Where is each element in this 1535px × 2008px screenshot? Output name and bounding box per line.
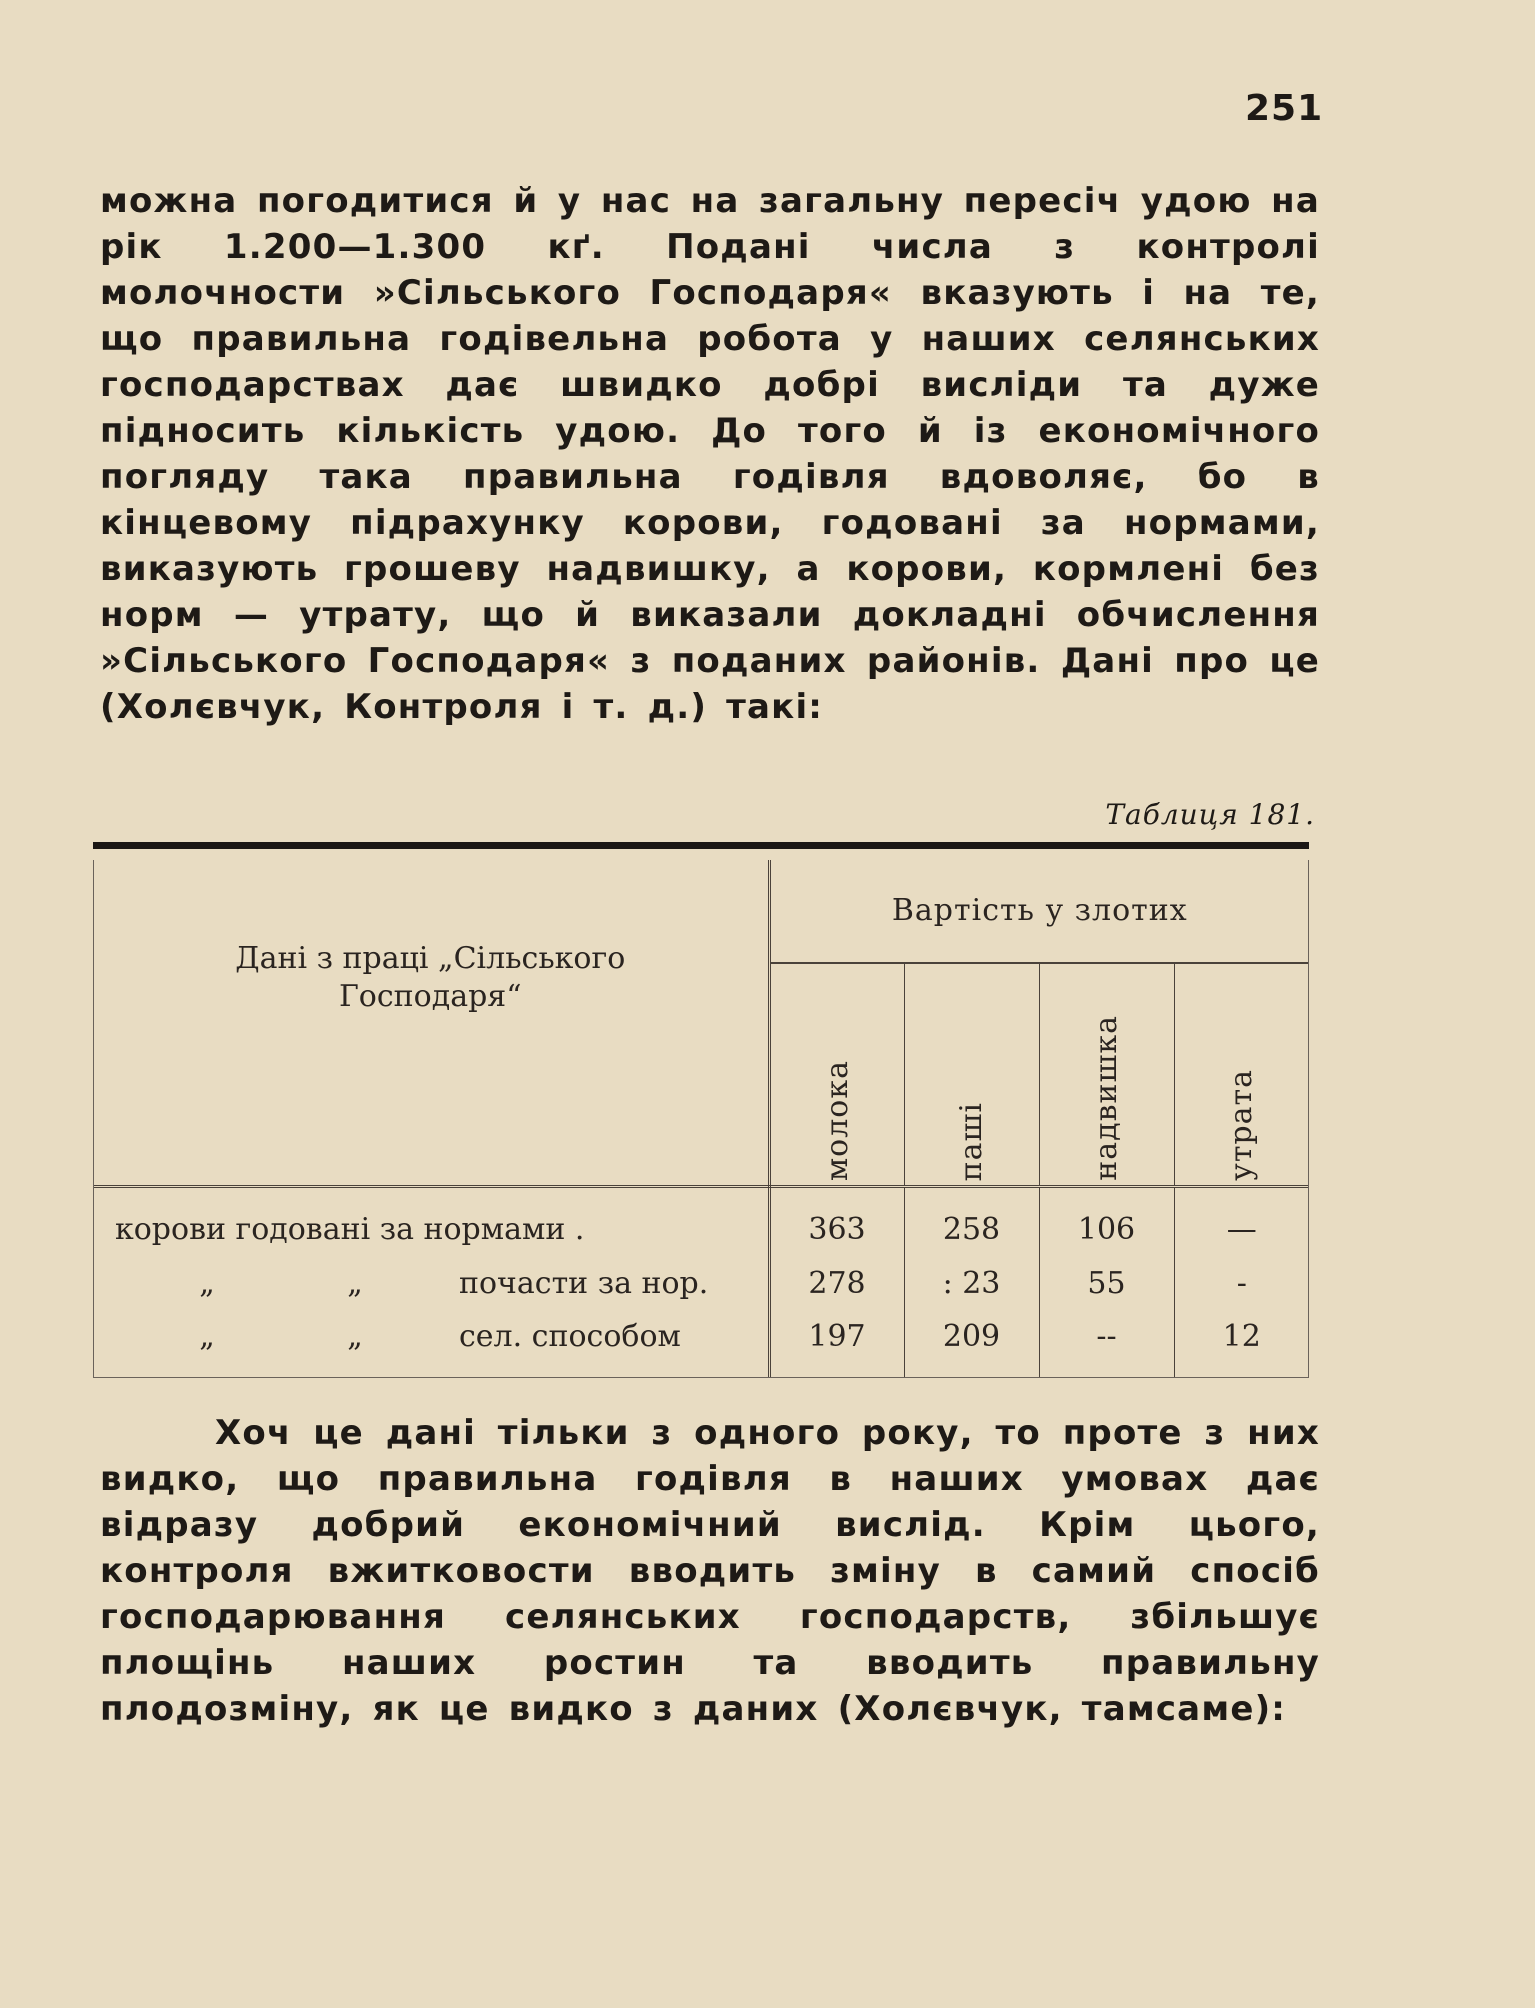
cell-milk: 197: [769, 1310, 904, 1378]
column-header-milk: [769, 963, 904, 1187]
table-top-rule: [93, 842, 1309, 849]
paragraph-1: можна погодитися й у нас на загальну пересіч удою на рік 1.200—1.300 кґ. Подані числа з контролі молочности »Сільського Господаря« вказують і на те, що правильна годівельна робота у наших селянських господарствах дає швидко добрі висліди та дуже підносить кількість удою. До того й із економічного погляду така правильна годівля вдоволяє, бо в кінцевому підрахунку корови, годовані за нормами, виказують грошеву надвишку, а корови, кормлені без норм — утрату, що й виказали докладні обчислення »Сільського Господаря« з поданих районів. Дані про це (Холєвчук, Контроля і т. д.) такі:: [100, 181, 1320, 727]
cell-surplus: 106: [1039, 1187, 1174, 1257]
cell-milk: 278: [769, 1256, 904, 1310]
column-header-loss: [1174, 963, 1309, 1187]
table-row: [93, 1187, 1309, 1257]
table-row: [93, 1256, 1309, 1310]
cell-feed: 209: [904, 1310, 1039, 1378]
table-row: [93, 1310, 1309, 1378]
row-label: [93, 1310, 769, 1378]
column-header-feed: [904, 963, 1039, 1187]
paragraph-2: Хоч це дані тільки з одного року, то проте з них видко, що правильна годівля в наших умовах дає відразу добрий економічний вислід. Крім цього, контроля вжитковости вводить зміну в самий спосіб господарювання селянських господарств, збільшує площінь наших ростин та вводить правильну плодозміну, як це видко з даних (Холєвчук, тамсаме):: [100, 1413, 1320, 1729]
ditto-mark: „: [199, 1265, 215, 1301]
column-header-loss-text: утрата: [1224, 1069, 1260, 1182]
table-head-main-text: Дані з праці „Сільського Господаря“: [235, 940, 626, 1014]
page-number: 251: [1245, 88, 1324, 129]
table-head-main: [93, 860, 769, 1187]
table-caption: Таблиця 181.: [1105, 798, 1315, 831]
row-label: [93, 1256, 769, 1310]
cell-loss: -: [1236, 1265, 1247, 1301]
cell-loss: —: [1226, 1211, 1257, 1247]
row-label-text: почасти за нор.: [459, 1265, 709, 1301]
row-label-text: сел. способом: [459, 1319, 681, 1355]
cell-surplus: --: [1039, 1310, 1174, 1378]
ditto-mark: „: [199, 1319, 215, 1355]
cell-milk: 363: [769, 1187, 904, 1257]
column-header-surplus-text: надвишка: [1089, 1015, 1124, 1182]
column-header-milk-text: молока: [819, 1059, 855, 1182]
cell-feed: : 23: [904, 1256, 1039, 1310]
cell-surplus: 55: [1039, 1256, 1174, 1310]
ditto-mark: „: [347, 1265, 363, 1301]
table-head-group: Вартість у злотих: [769, 860, 1309, 963]
data-table: [93, 860, 1309, 1378]
column-header-surplus: [1039, 963, 1174, 1187]
column-header-feed-text: паші: [954, 1101, 989, 1182]
ditto-mark: „: [347, 1319, 363, 1355]
cell-loss: 12: [1222, 1319, 1261, 1355]
cell-feed: 258: [904, 1187, 1039, 1257]
row-label: [93, 1187, 769, 1257]
row-label-text: корови годовані за нормами .: [115, 1211, 585, 1247]
